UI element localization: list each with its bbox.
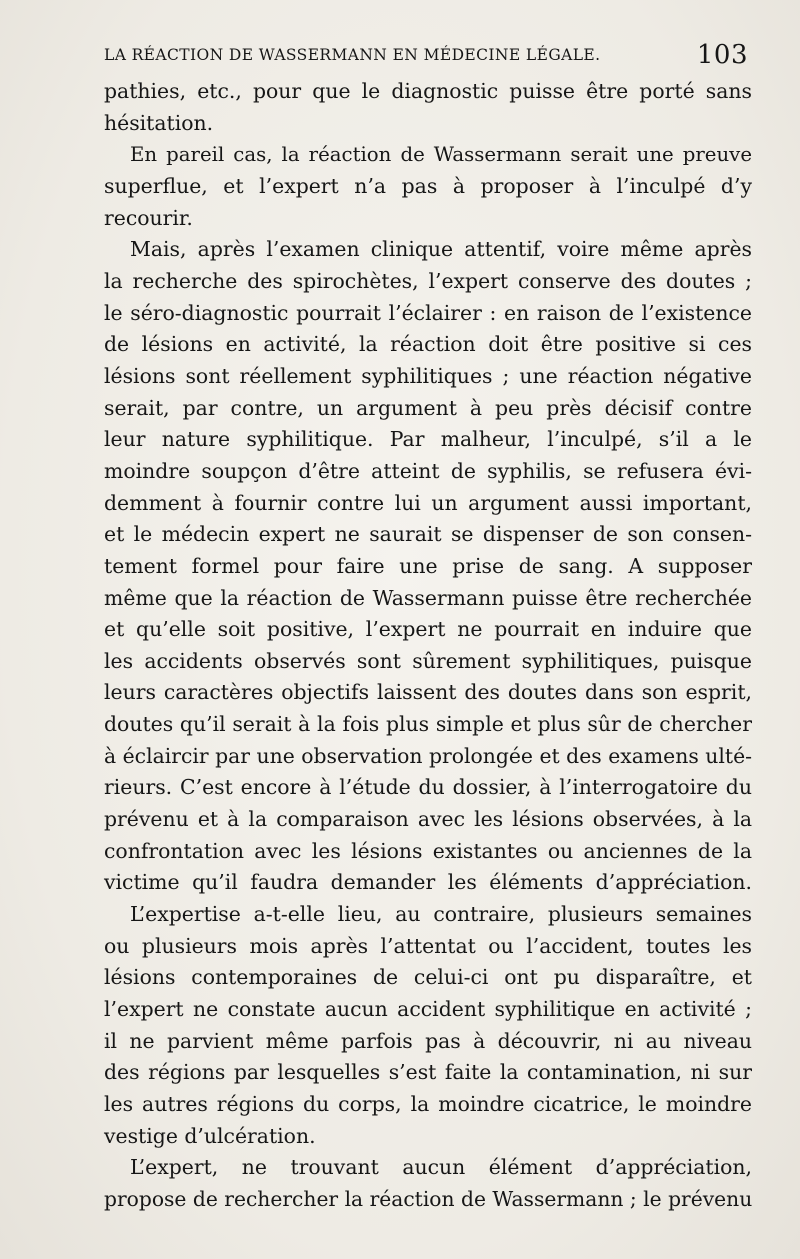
text-line: ou plusieurs mois après l’attentat ou l’accident, toutes les xyxy=(104,933,752,958)
text-line: lésions sont réellement syphilitiques ; une réaction négative xyxy=(104,363,752,388)
page-number: 103 xyxy=(696,40,748,70)
text-line: Mais, après l’examen clinique attentif, voire même après xyxy=(130,237,752,262)
text-line: propose de rechercher la réaction de Wassermann ; le prévenu xyxy=(104,1186,753,1211)
text-line: moindre soupçon d’être atteint de syphilis, se refusera évi- xyxy=(104,458,752,483)
text-line: confrontation avec les lésions existantes ou anciennes de la xyxy=(104,838,752,863)
text-line: leur nature syphilitique. Par malheur, l’inculpé, s’il a le xyxy=(104,427,752,452)
text-line: à éclaircir par une observation prolongée et des examens ulté- xyxy=(104,743,752,768)
text-line: hésitation. xyxy=(104,110,214,135)
running-head: LA RÉACTION DE WASSERMANN EN MÉDECINE LÉGALE. xyxy=(104,46,601,64)
text-line: il ne parvient même parfois pas à découvrir, ni au niveau xyxy=(104,1028,752,1053)
text-line: pathies, etc., pour que le diagnostic puisse être porté sans xyxy=(104,79,752,103)
page-header xyxy=(104,40,752,76)
text-line: L’expertise a-t-elle lieu, au contraire, plusieurs semaines xyxy=(130,902,752,927)
text-line: la recherche des spirochètes, l’expert conserve des doutes ; xyxy=(104,268,752,293)
text-line: victime qu’il faudra demander les éléments d’appréciation. xyxy=(104,870,752,895)
text-line: rieurs. C’est encore à l’étude du dossier, à l’interrogatoire du xyxy=(104,775,752,800)
text-line: de lésions en activité, la réaction doit être positive si ces xyxy=(104,332,752,357)
text-line: les accidents observés sont sûrement syphilitiques, puisque xyxy=(104,648,752,673)
text-line: tement formel pour faire une prise de sang. A supposer xyxy=(104,553,752,578)
text-line: recourir. xyxy=(104,205,193,230)
text-line: lésions contemporaines de celui-ci ont pu disparaître, et xyxy=(104,965,752,990)
text-line: et qu’elle soit positive, l’expert ne pourrait en induire que xyxy=(104,617,752,642)
text-line: l’expert ne constate aucun accident syphilitique en activité ; xyxy=(104,997,752,1022)
text-line: même que la réaction de Wassermann puisse être recherchée xyxy=(104,585,752,610)
text-line: serait, par contre, un argument à peu près décisif contre xyxy=(104,395,752,420)
text-line: L’expert, ne trouvant aucun élément d’appréciation, xyxy=(130,1155,752,1180)
text-line: superflue, et l’expert n’a pas à proposer à l’inculpé d’y xyxy=(104,173,752,198)
text-line: En pareil cas, la réaction de Wassermann serait une preuve xyxy=(130,143,752,167)
body-text xyxy=(104,76,752,1216)
text-line: demment à fournir contre lui un argument aussi important, xyxy=(104,490,752,515)
text-line: des régions par lesquelles s’est faite la contamination, ni sur xyxy=(104,1060,752,1085)
text-line: leurs caractères objectifs laissent des doutes dans son esprit, xyxy=(104,680,752,705)
text-line: le séro-diagnostic pourrait l’éclairer : en raison de l’existence xyxy=(104,300,752,325)
text-line: vestige d’ulcération. xyxy=(104,1123,316,1148)
text-line: les autres régions du corps, la moindre cicatrice, le moindre xyxy=(104,1092,752,1116)
text-line: et le médecin expert ne saurait se dispenser de son consen- xyxy=(104,522,752,547)
text-line: doutes qu’il serait à la fois plus simple et plus sûr de chercher xyxy=(104,712,752,737)
text-line: prévenu et à la comparaison avec les lésions observées, à la xyxy=(104,807,752,832)
